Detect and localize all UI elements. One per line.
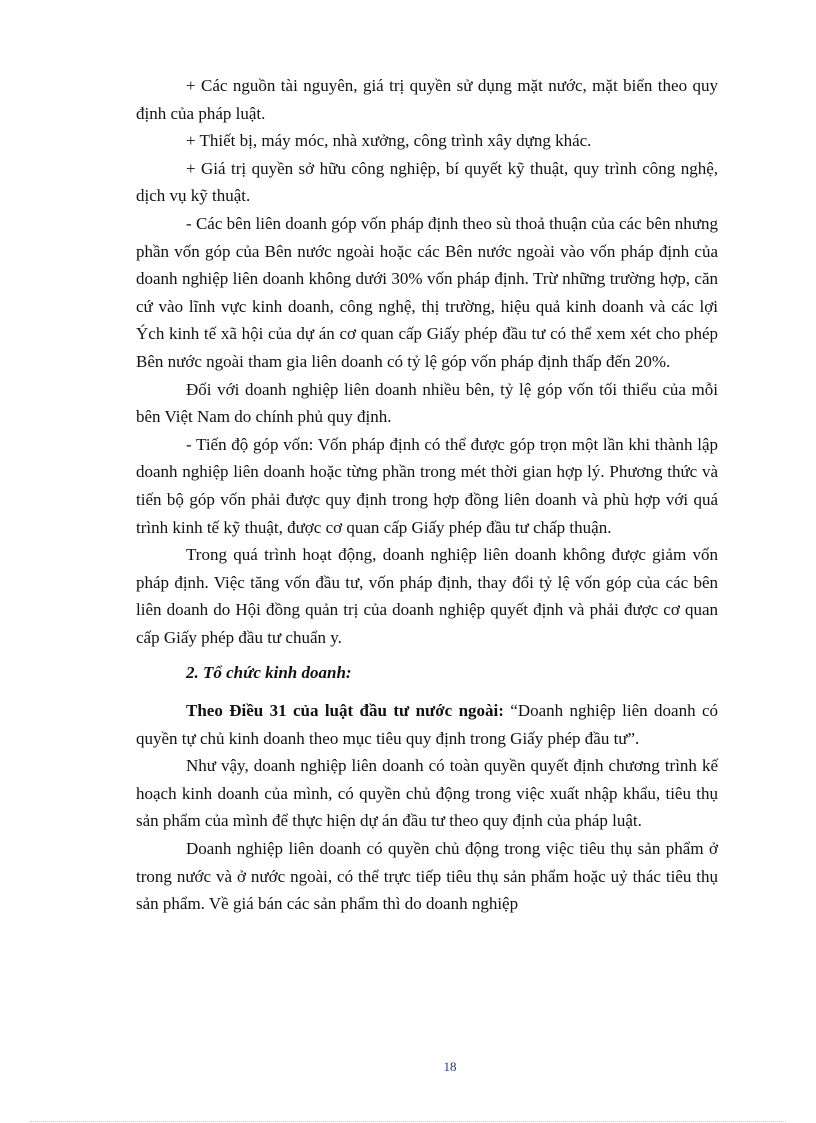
paragraph-capital-changes: Trong quá trình hoạt động, doanh nghiệp liên doanh không được giảm vốn pháp định. Việc tăng vốn đầu tư, vốn pháp định, thay đổi tỷ lệ vốn góp của các bên liên doanh do Hội đồng quản trị của doanh nghiệp quyết định và phải được cơ quan cấp Giấy phép đầu tư chuẩn y. [136,545,718,647]
footer-divider [30,1121,786,1122]
paragraph-product-distribution: Doanh nghiệp liên doanh có quyền chủ động trong việc tiêu thụ sản phẩm ở trong nước và ở nước ngoài, có thể trực tiếp tiêu thụ sản phẩm hoặc uỷ thác tiêu thụ sản phẩm. Về giá bán các sản phẩm thì do doanh nghiệp [136,839,718,914]
document-page [136,72,718,918]
paragraph-natural-resources: + Các nguồn tài nguyên, giá trị quyền sử dụng mặt nước, mặt biển theo quy định của pháp luật. [136,76,718,123]
paragraph-full-authority: Như vậy, doanh nghiệp liên doanh có toàn quyền quyết định chương trình kế hoạch kinh doanh của mình, có quyền chủ động trong việc xuất nhập khẩu, tiêu thụ sản phẩm của mình để thực hiện dự án đầu tư theo quy định của pháp luật. [136,756,718,831]
paragraph-multi-party: Đối với doanh nghiệp liên doanh nhiều bên, tỷ lệ góp vốn tối thiểu của mỗi bên Việt Nam do chính phủ quy định. [136,379,718,427]
article-quote: “Doanh nghiệp liên doanh có quyền tự chủ kinh doanh theo mục tiêu quy định trong Giấy phép đầu tư”. [136,701,718,748]
section-heading: 2. Tổ chức kinh doanh: [186,663,352,683]
paragraph-contribution-schedule: - Tiến độ góp vốn: Vốn pháp định có thể được góp trọn một lần khi thành lập doanh nghiệp liên doanh hoặc từng phần trong mét thời gian hợp lý. Phương thức và tiến bộ góp vốn phải được quy định trong hợp đồng liên doanh và phù hợp với quá trình kinh tế kỹ thuật, được cơ quan cấp Giấy phép đầu tư chấp thuận. [136,434,718,537]
paragraph-equipment: + Thiết bị, máy móc, nhà xưởng, công trình xây dựng khác. [186,131,592,151]
paragraph-capital-contribution: - Các bên liên doanh góp vốn pháp định theo sù thoả thuận của các bên nhưng phần vốn góp của Bên nước ngoài hoặc các Bên nước ngoài vào vốn pháp định của doanh nghiệp liên doanh không dưới 30% vốn pháp định. Trừ những trường hợp, căn cứ vào lĩnh vực kinh doanh, công nghệ, thị trường, hiệu quả kinh doanh và các lợi Ých kinh tế xã hội của dự án cơ quan cấp Giấy phép đầu tư có thể xem xét cho phép Bên nước ngoài tham gia liên doanh có tỷ lệ góp vốn pháp định thấp đến 20%. [136,213,718,371]
article-lead: Theo Điều 31 của luật đầu tư nước ngoài: [186,701,504,721]
paragraph-industrial-property: + Giá trị quyền sở hữu công nghiệp, bí quyết kỹ thuật, quy trình công nghệ, dịch vụ kỹ thuật. [136,158,718,206]
paragraph-article-31 [136,697,718,752]
page-number: 18 [443,1059,457,1074]
